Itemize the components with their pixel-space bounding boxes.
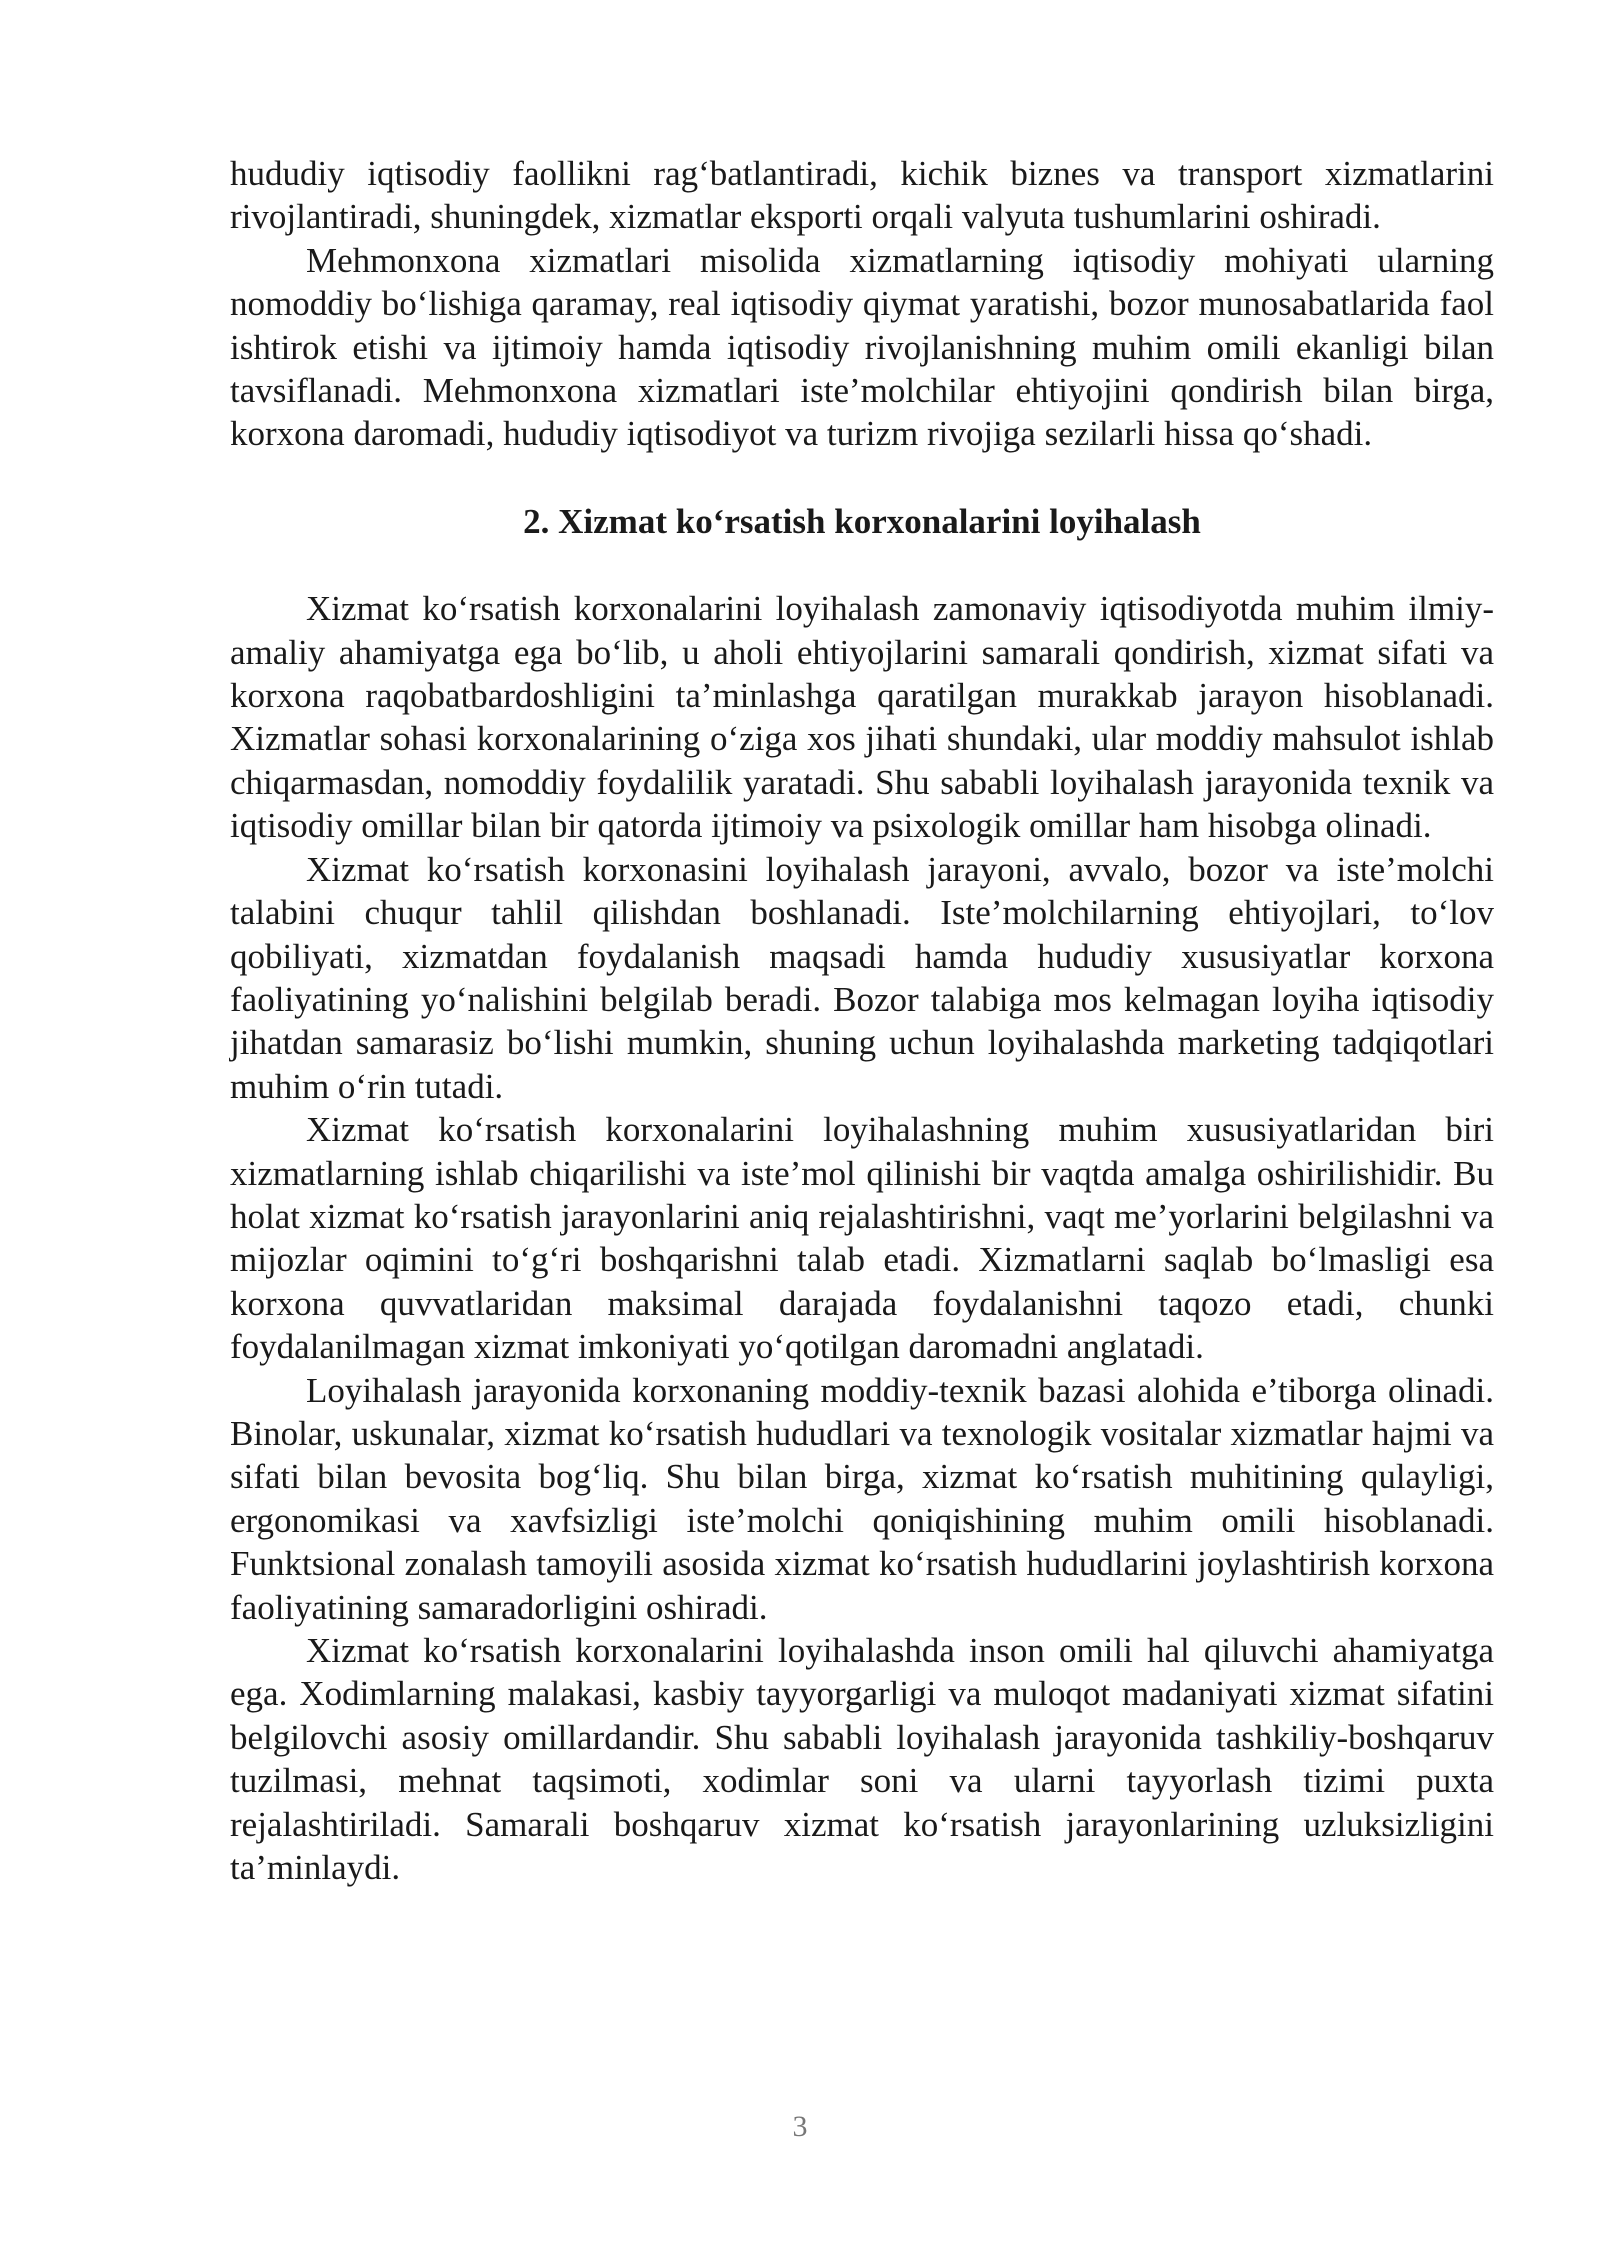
section-heading: 2. Xizmat ko‘rsatish korxonalarini loyihalash <box>523 501 1201 541</box>
paragraph-continuation: hududiy iqtisodiy faollikni rag‘batlantiradi, kichik biznes va transport xizmatlarini rivojlantiradi, shuningdek, xizmatlar eksporti orqali valyuta tushumlarini oshiradi. <box>230 154 1494 237</box>
paragraph-hotel-services: Mehmonxona xizmatlari misolida xizmatlarning iqtisodiy mohiyati ularning nomoddiy bo‘lishiga qaramay, real iqtisodiy qiymat yaratishi, bozor munosabatlarida faol ishtirok etishi va ijtimoiy hamda iqtisodiy rivojlanishning muhim omili ekanligi bilan tavsiflanadi. Mehmonxona xizmatlari iste’molchilar ehtiyojini qondirish bilan birga, korxona daromadi, hududiy iqtisodiyot va turizm rivojiga sezilarli hissa qo‘shadi. <box>230 240 1494 454</box>
paragraph-simultaneity: Xizmat ko‘rsatish korxonalarini loyihalashning muhim xususiyatlaridan biri xizmatlarning ishlab chiqarilishi va iste’mol qilinishi bir vaqtda amalga oshirilishidir. Bu holat xizmat ko‘rsatish jarayonlarini aniq rejalashtirishni, vaqt me’yorlarini belgilashni va mijozlar oqimini to‘g‘ri boshqarishni talab etadi. Xizmatlarni saqlab bo‘lmasligi esa korxona quvvatlaridan maksimal darajada foydalanishni taqozo etadi, chunki foydalanilmagan xizmat imkoniyati yo‘qotilgan daromadni anglatadi. <box>230 1110 1494 1367</box>
paragraph-material-base: Loyihalash jarayonida korxonaning moddiy-texnik bazasi alohida e’tiborga olinadi. Binolar, uskunalar, xizmat ko‘rsatish hududlari va texnologik vositalar xizmatlar hajmi va sifati bilan bevosita bog‘liq. Shu bilan birga, xizmat ko‘rsatish muhitining qulayligi, ergonomikasi va xavfsizligi iste’molchi qoniqishining muhim omili hisoblanadi. Funktsional zonalash tamoyili asosida xizmat ko‘rsatish hududlarini joylashtirish korxona faoliyatining samaradorligini oshiradi. <box>230 1370 1494 1627</box>
paragraph-design-importance: Xizmat ko‘rsatish korxonalarini loyihalash zamonaviy iqtisodiyotda muhim ilmiy-amaliy ahamiyatga ega bo‘lib, u aholi ehtiyojlarini samarali qondirish, xizmat sifati va korxona raqobatbardoshligini ta’minlashga qaratilgan murakkab jarayon hisoblanadi. Xizmatlar sohasi korxonalarining o‘ziga xos jihati shundaki, ular moddiy mahsulot ishlab chiqarmasdan, nomoddiy foydalilik yaratadi. Shu sababli loyihalash jarayonida texnik va iqtisodiy omillar bilan bir qatorda ijtimoiy va psixologik omillar ham hisobga olinadi. <box>230 589 1494 846</box>
paragraph-market-analysis: Xizmat ko‘rsatish korxonasini loyihalash jarayoni, avvalo, bozor va iste’molchi talabini chuqur tahlil qilishdan boshlanadi. Iste’molchilarning ehtiyojlari, to‘lov qobiliyati, xizmatdan foydalanish maqsadi hamda hududiy xususiyatlar korxona faoliyatining yo‘nalishini belgilab beradi. Bozor talabiga mos kelmagan loyiha iqtisodiy jihatdan samarasiz bo‘lishi mumkin, shuning uchun loyihalashda marketing tadqiqotlari muhim o‘rin tutadi. <box>230 849 1494 1106</box>
document-page <box>230 152 1494 1889</box>
paragraph-human-factor: Xizmat ko‘rsatish korxonalarini loyihalashda inson omili hal qiluvchi ahamiyatga ega. Xodimlarning malakasi, kasbiy tayyorgarligi va muloqot madaniyati xizmat sifatini belgilovchi asosiy omillardandir. Shu sababli loyihalash jarayonida tashkiliy-boshqaruv tuzilmasi, mehnat taqsimoti, xodimlar soni va ularni tayyorlash tizimi puxta rejalashtiriladi. Samarali boshqaruv xizmat ko‘rsatish jarayonlarining uzluksizligini ta’minlaydi. <box>230 1631 1494 1888</box>
page-number: 3 <box>792 2110 808 2143</box>
